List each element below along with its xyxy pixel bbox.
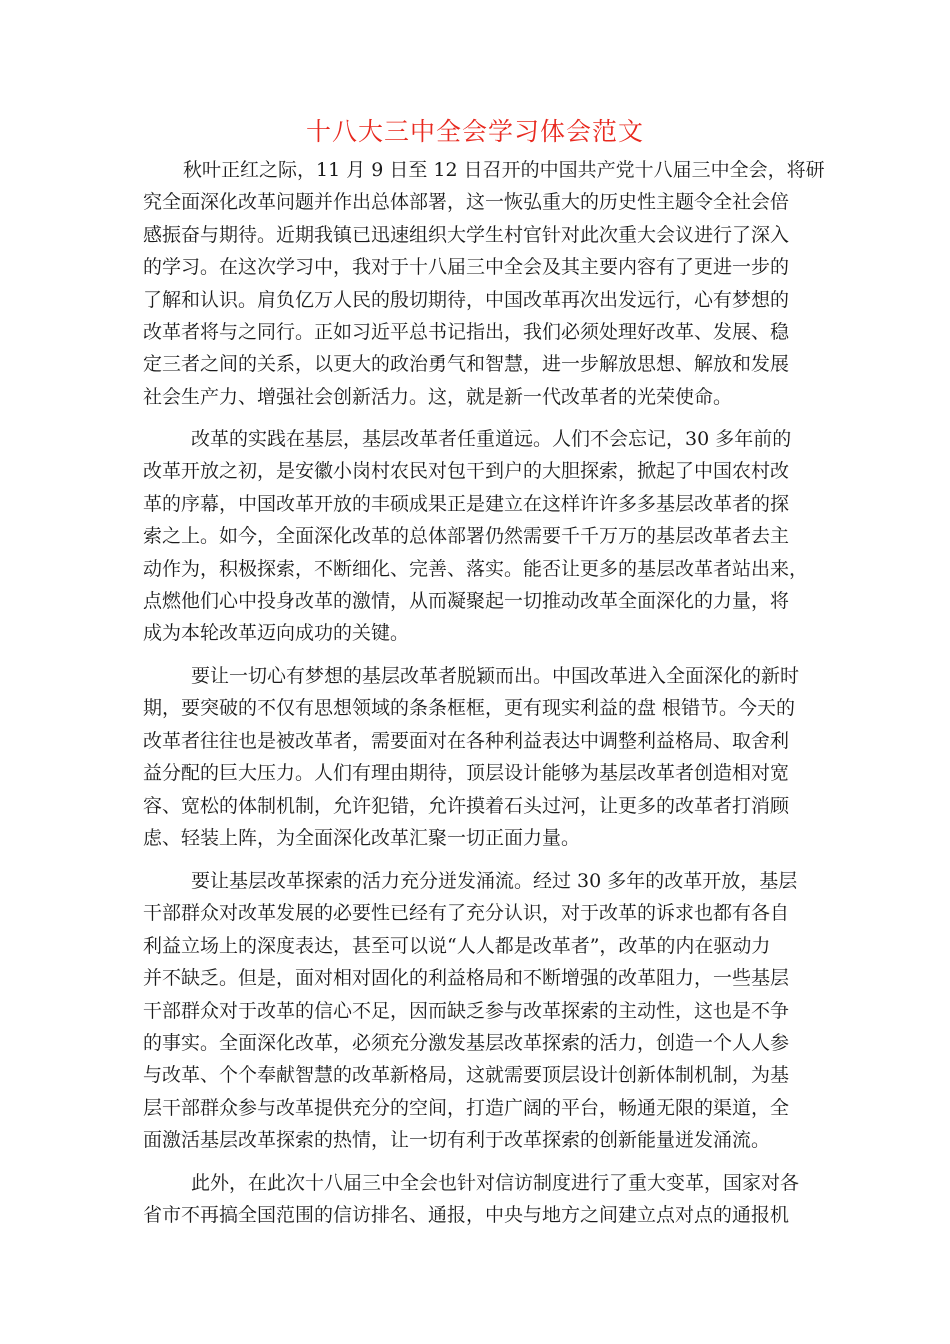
text-line: 面激活基层改革探索的热情，让一切有利于改革探索的创新能量迸发涌流。	[143, 1129, 771, 1152]
paragraph-1	[143, 154, 825, 413]
paragraph-3	[143, 660, 799, 854]
text-line: 感振奋与期待。近期我镇已迅速组织大学生村官针对此次重大会议进行了深入	[143, 223, 790, 246]
text-line: 利益立场上的深度表达，甚至可以说“人人都是改革者”，改革的内在驱动力	[143, 934, 771, 957]
text-line: 了解和认识。肩负亿万人民的殷切期待，中国改革再次出发远行，心有梦想的	[143, 288, 790, 311]
text-line: 并不缺乏。但是，面对相对固化的利益格局和不断增强的改革阻力，一些基层	[143, 967, 790, 990]
text-line: 改革的实践在基层，基层改革者任重道远。人们不会忘记，30 多年前的	[191, 428, 792, 450]
text-line: 此外，在此次十八届三中全会也针对信访制度进行了重大变革，国家对各	[191, 1172, 800, 1194]
text-line: 社会生产力、增强社会创新活力。这，就是新一代改革者的光荣使命。	[143, 385, 733, 408]
text-line: 的学习。在这次学习中，我对于十八届三中全会及其主要内容有了更进一步的	[143, 256, 790, 279]
text-line: 与改革、个个奉献智慧的改革新格局，这就需要顶层设计创新体制机制，为基	[143, 1064, 790, 1087]
text-line: 省市不再搞全国范围的信访排名、通报，中央与地方之间建立点对点的通报机	[143, 1204, 790, 1227]
text-line: 究全面深化改革问题并作出总体部署，这一恢弘重大的历史性主题令全社会倍	[143, 191, 790, 214]
text-line: 点燃他们心中投身改革的激情，从而凝聚起一切推动改革全面深化的力量，将	[143, 589, 790, 612]
text-line: 索之上。如今，全面深化改革的总体部署仍然需要千千万万的基层改革者去主	[143, 525, 790, 548]
text-line: 层干部群众参与改革提供充分的空间，打造广阔的平台，畅通无限的渠道，全	[143, 1096, 790, 1119]
text-line: 容、宽松的体制机制，允许犯错，允许摸着石头过河，让更多的改革者打消顾	[143, 794, 790, 817]
text-line: 干部群众对改革发展的必要性已经有了充分认识，对于改革的诉求也都有各自	[143, 902, 790, 925]
text-line: 改革者往往也是被改革者，需要面对在各种利益表达中调整利益格局、取舍利	[143, 729, 790, 752]
text-line: 秋叶正红之际，11 月 9 日至 12 日召开的中国共产党十八届三中全会，将研	[183, 159, 825, 181]
text-line: 成为本轮改革迈向成功的关键。	[143, 622, 410, 645]
text-line: 要让基层改革探索的活力充分迸发涌流。经过 30 多年的改革开放，基层	[191, 870, 798, 892]
text-line: 干部群众对于改革的信心不足，因而缺乏参与改革探索的主动性，这也是不争	[143, 999, 790, 1022]
text-line: 的事实。全面深化改革，必须充分激发基层改革探索的活力，创造一个人人参	[143, 1031, 790, 1054]
document-title: 十八大三中全会学习体会范文	[305, 117, 644, 146]
text-line: 要让一切心有梦想的基层改革者脱颖而出。中国改革进入全面深化的新时	[191, 665, 800, 687]
text-line: 改革开放之初，是安徽小岗村农民对包干到户的大胆探索，掀起了中国农村改	[143, 460, 790, 483]
text-line: 定三者之间的关系，以更大的政治勇气和智慧，进一步解放思想、解放和发展	[143, 353, 790, 376]
text-line: 革的序幕，中国改革开放的丰硕成果正是建立在这样许许多多基层改革者的探	[143, 492, 790, 515]
paragraph-4	[143, 865, 797, 1157]
text-line: 动作为，积极探索，不断细化、完善、落实。能否让更多的基层改革者站出来，	[143, 557, 809, 580]
text-line: 期，要突破的不仅有思想领域的条条框框，更有现实利益的盘 根错节。今天的	[143, 697, 796, 720]
paragraph-2	[143, 423, 808, 650]
paragraph-5	[143, 1167, 799, 1232]
text-line: 改革者将与之同行。正如习近平总书记指出，我们必须处理好改革、发展、稳	[143, 320, 790, 343]
text-line: 虑、轻装上阵，为全面深化改革汇聚一切正面力量。	[143, 826, 581, 849]
text-line: 益分配的巨大压力。人们有理由期待，顶层设计能够为基层改革者创造相对宽	[143, 762, 790, 785]
